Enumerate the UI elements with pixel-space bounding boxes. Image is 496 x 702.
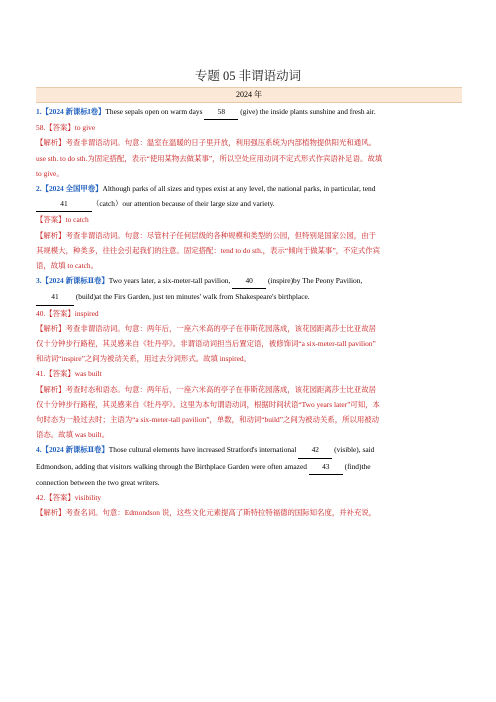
answer-blank: 41 [36,196,92,212]
question-source-tag: 【2024 新课标Ⅱ卷】 [41,445,109,455]
question-3-cont [36,289,462,305]
question-number: 2. [36,184,42,194]
question-source-tag: 【2024 全国甲卷】 [41,184,103,194]
question-1 [36,104,462,120]
analysis-line: 【解析】考查非谓语动词。句意：温室在温暖的日子里开放，利用强压系统为内部植物提供阳光和通风。 [36,138,376,148]
analysis-line: 语态。故填 was built。 [36,430,110,440]
analysis-line: use sth. to do sth.为固定搭配，表示“使用某物去做某事”，所以空处应用动词不定式形式作宾语补足语。故填 [36,153,383,163]
question-number: 1. [36,107,42,116]
answer-blank: 42 [298,442,332,458]
answer-line: 【答案】to catch [36,215,89,225]
answer-blank: 41 [36,289,74,305]
answer-blank: 58 [204,104,238,120]
analysis-line: 仅十分钟步行路程，其灵感来自《牡丹亭》。这里为本句谓语动词，根据时间状语“Two years later”可知，本 [36,399,380,409]
analysis-line: 句时态为一般过去时；主语为“a six-meter-tall pavilion”，单数，和动词“build”之间为被动关系，所以用被动 [36,415,380,425]
question-3 [36,273,462,289]
year-section-header: 2024 年 [36,87,462,103]
question-number: 4. [36,445,42,455]
answer-line: 42.【答案】visibility [36,493,102,503]
analysis-line: 和动词“inspire”之间为被动关系，用过去分词形式。故填 inspired。 [36,354,251,364]
question-source-tag: 【2024 新课标Ⅱ卷】 [41,276,109,286]
answer-line: 41.【答案】was built [36,369,102,379]
analysis-line: 【解析】考查时态和语态。句意：两年后，一座六米高的亭子在菲斯花园落成，该花园距离莎士比亚故居 [36,384,376,394]
page-title: 专题 05 非谓语动词 [194,69,302,83]
answer-line: 40.【答案】inspired [36,308,99,318]
analysis-line: 【解析】考查非谓语动词。句意：尽管村子任何层级的各种规模和类型的公园，但特别是国家公园，由于 [36,230,376,240]
analysis-line: 【解析】考查非谓语动词。句意：两年后，一座六米高的亭子在菲斯花园落成，该花园距离莎士比亚故居 [36,323,376,333]
question-text: (find)the [342,461,371,471]
question-text: Two years later, a six-meter-tall pavilion, [108,276,233,286]
answer-blank: 40 [232,273,266,289]
question-2-cont [36,196,462,212]
analysis-line: to give。 [36,168,64,178]
document-body [36,104,462,520]
question-text: Edmondson, adding that visitors walking through the Birthplace Garden were often amazed [36,461,309,471]
analysis-line: 【解析】考查名词。句意：Edmondson 说，这些文化元素提高了斯特拉特福德的国际知名度，并补充说， [36,508,377,518]
analysis-line: 语，故填 to catch。 [36,261,98,271]
question-text: (give) the inside plants sunshine and fresh air. [238,107,376,116]
analysis-line: 仅十分钟步行路程，其灵感来自《牡丹亭》。非谓语动词担当后置定语，被修饰词“a six-meter-tall pavilion” [36,339,376,349]
question-4-cont: connection between the two great writers. [36,477,160,487]
question-text: (inspire)by The Peony Pavilion, [266,276,363,286]
question-source-tag: 【2024 新课标I卷】 [41,107,106,116]
question-4-cont [36,459,462,475]
question-number: 3. [36,276,42,286]
question-4 [36,442,462,458]
answer-blank: 43 [309,459,343,475]
question-text: Although parks of all sizes and types exist at any level, the national parks, in particular, tend [102,184,376,194]
question-text: (visible), said [332,445,375,455]
answer-line: 58.【答案】to give [36,123,96,133]
question-2 [36,181,462,196]
analysis-line: 其规模大，种类多，往往会引起我们的注意。固定搭配：tend to do sth.，表示“倾向于做某事”，不定式作宾 [36,245,381,255]
question-text: Those cultural elements have increased Stratford's international [108,445,299,455]
question-text: (build)at the Firs Garden, just ten minutes' walk from Shakespeare's birthplace. [74,292,310,302]
question-text: （catch）our attention because of their large size and variety. [92,199,275,209]
question-text: These sepals open on warm days [105,107,205,116]
